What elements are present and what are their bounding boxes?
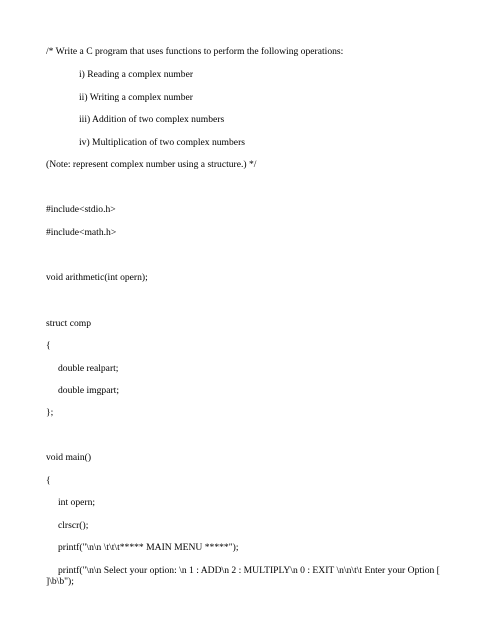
main-open-brace: { [46, 475, 51, 486]
struct-field-imgpart: double imgpart; [58, 385, 120, 396]
comment-item-1: i) Reading a complex number [79, 69, 194, 80]
main-printf-options-line: printf("\n\n Select your option: \n 1 : ADD\n 2 : MULTIPLY\n 0 : EXIT \n\n\t\t Enter your Option [ ]\b\b"); [46, 565, 440, 587]
function-prototype-line: void arithmetic(int opern); [46, 272, 148, 283]
comment-item-2: ii) Writing a complex number [79, 92, 194, 103]
struct-field-realpart: double realpart; [58, 363, 119, 374]
struct-declaration-line: struct comp [46, 318, 92, 329]
comment-item-3: iii) Addition of two complex numbers [79, 114, 225, 125]
main-clrscr-line: clrscr(); [58, 520, 89, 531]
include-math-line: #include<math.h> [46, 227, 117, 238]
include-stdio-line: #include<stdio.h> [46, 204, 116, 215]
struct-open-brace: { [46, 340, 51, 351]
comment-item-4: iv) Multiplication of two complex numbers [79, 137, 245, 148]
main-printf-menu-line: printf("\n\n \t\t\t***** MAIN MENU *****"); [58, 542, 239, 553]
main-var-decl-line: int opern; [58, 497, 96, 508]
comment-intro-line: /* Write a C program that uses functions to perform the following operations: [46, 46, 344, 57]
main-function-line: void main() [46, 452, 92, 463]
comment-note-line: (Note: represent complex number using a structure.) */ [46, 159, 257, 170]
struct-close-brace: }; [46, 407, 54, 418]
